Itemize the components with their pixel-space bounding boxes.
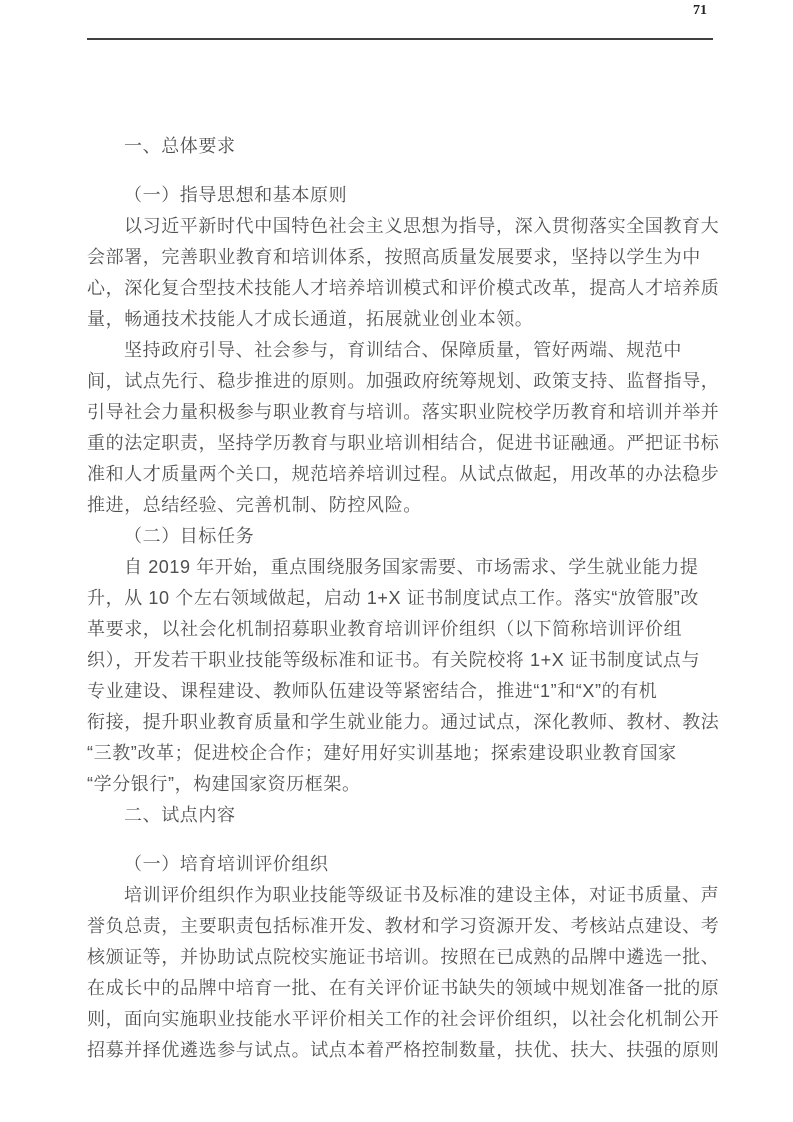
- paragraph-line: 在成长中的品牌中培育一批、在有关评价证书缺失的领域中规划准备一批的原: [87, 978, 720, 998]
- paragraph-line: 间，试点先行、稳步推进的原则。加强政府统筹规划、政策支持、监督指导，: [87, 371, 720, 391]
- header-rule-divider: [87, 38, 713, 40]
- section-heading: 二、试点内容: [124, 805, 236, 825]
- paragraph-line: 心，深化复合型技术技能人才培养培训模式和评价模式改革，提高人才培养质: [87, 278, 720, 298]
- paragraph-line: 准和人才质量两个关口，规范培养培训过程。从试点做起，用改革的办法稳步: [87, 464, 720, 484]
- document-body: [87, 131, 720, 1066]
- paragraph-line: 自 2019 年开始，重点围绕服务国家需要、市场需求、学生就业能力提: [124, 557, 699, 577]
- paragraph-line: 推进，总结经验、完善机制、防控风险。: [87, 495, 422, 515]
- paragraph-line: 誉负总责，主要职责包括标准开发、教材和学习资源开发、考核站点建设、考: [87, 916, 720, 936]
- paragraph-line: 则，面向实施职业技能水平评价相关工作的社会评价组织，以社会化机制公开: [87, 1009, 720, 1029]
- paragraph: [87, 552, 720, 800]
- paragraph-line: 以习近平新时代中国特色社会主义思想为指导，深入贯彻落实全国教育大: [124, 216, 720, 236]
- paragraph-line: “学分银行”，构建国家资历框架。: [87, 774, 361, 794]
- paragraph-line: 会部署，完善职业教育和培训体系，按照高质量发展要求，坚持以学生为中: [87, 247, 701, 267]
- paragraph-line: 培训评价组织作为职业技能等级证书及标准的建设主体，对证书质量、声: [124, 885, 720, 905]
- paragraph-line: 坚持政府引导、社会参与，育训结合、保障质量，管好两端、规范中: [124, 340, 682, 360]
- paragraph-line: 专业建设、课程建设、教师队伍建设等紧密结合，推进“1”和“X”的有机: [87, 681, 658, 701]
- subsection-heading: （二）目标任务: [124, 526, 255, 546]
- subsection-heading: （一）指导思想和基本原则: [124, 185, 348, 205]
- paragraph-line: 升，从 10 个左右领域做起，启动 1+X 证书制度试点工作。落实“放管服”改: [87, 588, 699, 608]
- section-heading: 一、总体要求: [124, 136, 236, 156]
- paragraph-line: 衔接，提升职业教育质量和学生就业能力。通过试点，深化教师、教材、教法: [87, 712, 720, 732]
- paragraph-line: “三教”改革；促进校企合作；建好用好实训基地；探索建设职业教育国家: [87, 743, 677, 763]
- paragraph: [87, 335, 720, 521]
- paragraph: [87, 211, 720, 335]
- subsection-heading: （一）培育培训评价组织: [124, 854, 329, 874]
- paragraph-line: 重的法定职责，坚持学历教育与职业培训相结合，促进书证融通。严把证书标: [87, 433, 720, 453]
- paragraph-line: 量，畅通技术技能人才成长通道，拓展就业创业本领。: [87, 309, 534, 329]
- page-number: 71: [693, 3, 707, 18]
- paragraph-line: 招募并择优遴选参与试点。试点本着严格控制数量，扶优、扶大、扶强的原则: [87, 1040, 720, 1060]
- paragraph-line: 引导社会力量积极参与职业教育与培训。落实职业院校学历教育和培训并举并: [87, 402, 720, 422]
- paragraph: [87, 880, 720, 1066]
- paragraph-line: 核颁证等，并协助试点院校实施证书培训。按照在已成熟的品牌中遴选一批、: [87, 947, 720, 967]
- paragraph-line: 织），开发若干职业技能等级标准和证书。有关院校将 1+X 证书制度试点与: [87, 650, 701, 670]
- paragraph-line: 革要求，以社会化机制招募职业教育培训评价组织（以下简称培训评价组: [87, 619, 683, 639]
